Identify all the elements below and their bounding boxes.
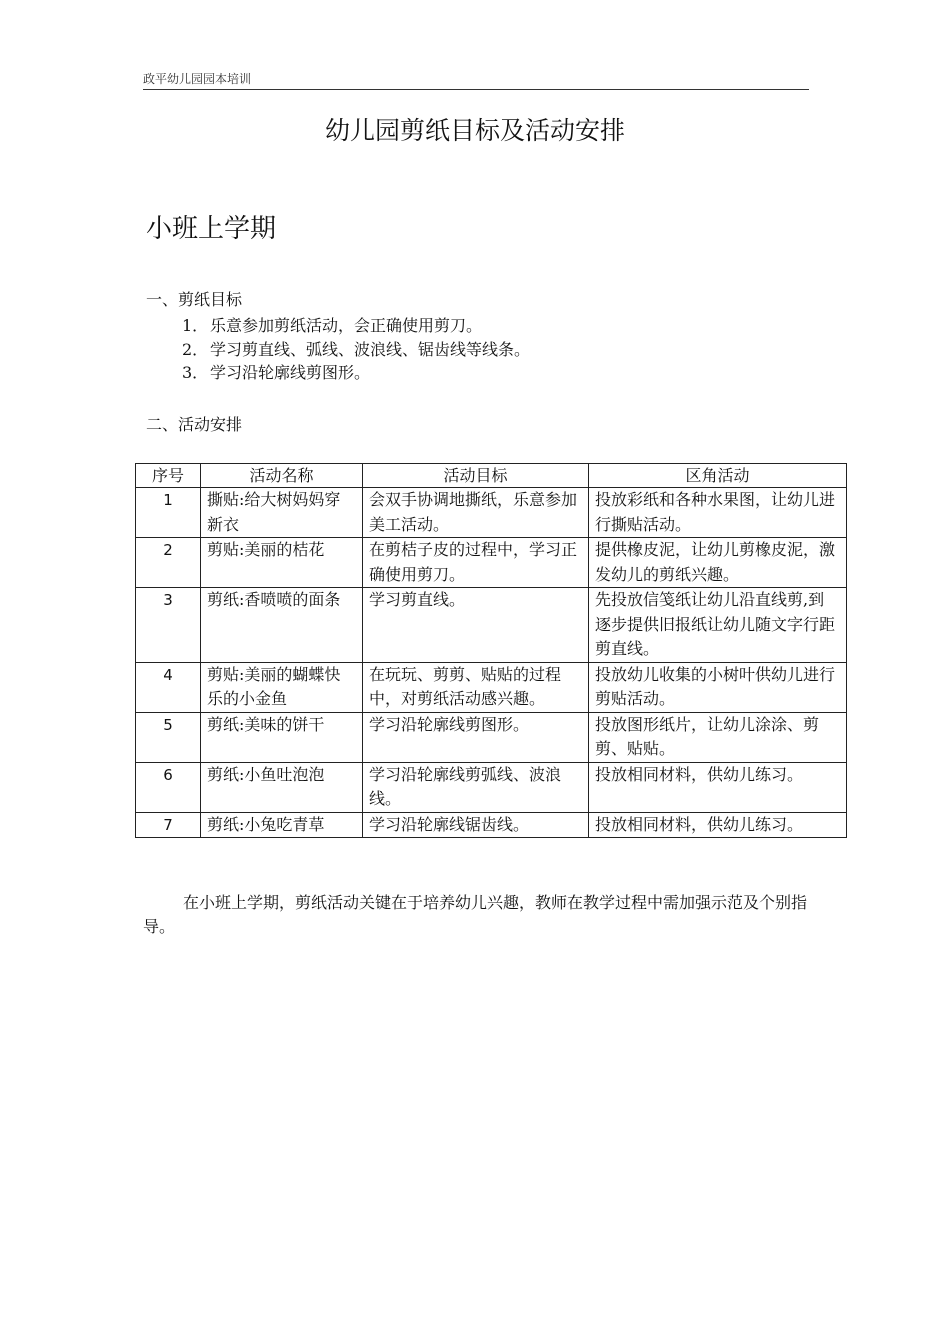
header-corner-activity: 区角活动 xyxy=(589,464,847,488)
table-row xyxy=(136,812,847,838)
header-activity-goal: 活动目标 xyxy=(363,464,589,488)
cell-activity-name: 剪纸:香喷喷的面条 xyxy=(201,588,363,663)
cell-corner-activity: 先投放信笺纸让幼儿沿直线剪,到逐步提供旧报纸让幼儿随文字行距剪直线。 xyxy=(589,588,847,663)
table-row xyxy=(136,662,847,712)
cell-activity-name: 剪纸:小兔吃青草 xyxy=(201,812,363,838)
cell-activity-goal: 学习沿轮廓线剪弧线、波浪线。 xyxy=(363,762,589,812)
cell-number: 2 xyxy=(136,538,201,588)
header-number: 序号 xyxy=(136,464,201,488)
cell-activity-name: 剪纸:小鱼吐泡泡 xyxy=(201,762,363,812)
cell-number: 4 xyxy=(136,662,201,712)
cell-corner-activity: 投放相同材料，供幼儿练习。 xyxy=(589,762,847,812)
cell-number: 7 xyxy=(136,812,201,838)
cell-corner-activity: 投放相同材料，供幼儿练习。 xyxy=(589,812,847,838)
goal-item xyxy=(182,361,530,385)
header-activity-name: 活动名称 xyxy=(201,464,363,488)
document-title: 幼儿园剪纸目标及活动安排 xyxy=(324,116,625,145)
cell-activity-goal: 在玩玩、剪剪、贴贴的过程中，对剪纸活动感兴趣。 xyxy=(363,662,589,712)
goal-item xyxy=(182,314,530,338)
goal-item xyxy=(182,338,530,362)
cell-number: 5 xyxy=(136,712,201,762)
page-header: 政平幼儿园园本培训 xyxy=(143,72,809,90)
table-row xyxy=(136,488,847,538)
table-row xyxy=(136,538,847,588)
goal-text: 学习剪直线、弧线、波浪线、锯齿线等线条。 xyxy=(210,339,531,359)
table-row xyxy=(136,712,847,762)
cell-corner-activity: 投放彩纸和各种水果图，让幼儿进行撕贴活动。 xyxy=(589,488,847,538)
cell-corner-activity: 提供橡皮泥，让幼儿剪橡皮泥，激发幼儿的剪纸兴趣。 xyxy=(589,538,847,588)
goal-text: 乐意参加剪纸活动，会正确使用剪刀。 xyxy=(210,316,483,335)
table-row xyxy=(136,762,847,812)
cell-number: 3 xyxy=(136,588,201,663)
goal-number: 2． xyxy=(182,339,209,359)
cell-corner-activity: 投放幼儿收集的小树叶供幼儿进行剪贴活动。 xyxy=(589,662,847,712)
cell-number: 1 xyxy=(136,488,201,538)
goal-text: 学习沿轮廓线剪图形。 xyxy=(210,363,371,382)
cell-activity-goal: 学习剪直线。 xyxy=(363,588,589,663)
section-heading-goals: 一、剪纸目标 xyxy=(146,290,243,309)
cell-activity-goal: 学习沿轮廓线锯齿线。 xyxy=(363,812,589,838)
cell-corner-activity: 投放图形纸片，让幼儿涂涂、剪剪、贴贴。 xyxy=(589,712,847,762)
cell-activity-goal: 会双手协调地撕纸，乐意参加美工活动。 xyxy=(363,488,589,538)
term-heading: 小班上学期 xyxy=(146,214,277,244)
goal-number: 1． xyxy=(182,316,209,335)
activity-table xyxy=(135,463,847,838)
summary-paragraph: 在小班上学期，剪纸活动关键在于培养幼儿兴趣，教师在教学过程中需加强示范及个别指导。 xyxy=(143,893,808,936)
table-header-row xyxy=(136,464,847,488)
cell-activity-name: 剪纸:美味的饼干 xyxy=(201,712,363,762)
goal-list xyxy=(182,314,530,385)
cell-activity-name: 剪贴:美丽的蝴蝶快乐的小金鱼 xyxy=(201,662,363,712)
goal-number: 3． xyxy=(182,363,209,382)
cell-activity-name: 剪贴:美丽的桔花 xyxy=(201,538,363,588)
cell-activity-goal: 在剪桔子皮的过程中，学习正确使用剪刀。 xyxy=(363,538,589,588)
section-heading-activities: 二、活动安排 xyxy=(146,415,243,434)
cell-number: 6 xyxy=(136,762,201,812)
cell-activity-goal: 学习沿轮廓线剪图形。 xyxy=(363,712,589,762)
cell-activity-name: 撕贴:给大树妈妈穿新衣 xyxy=(201,488,363,538)
table-row xyxy=(136,588,847,663)
